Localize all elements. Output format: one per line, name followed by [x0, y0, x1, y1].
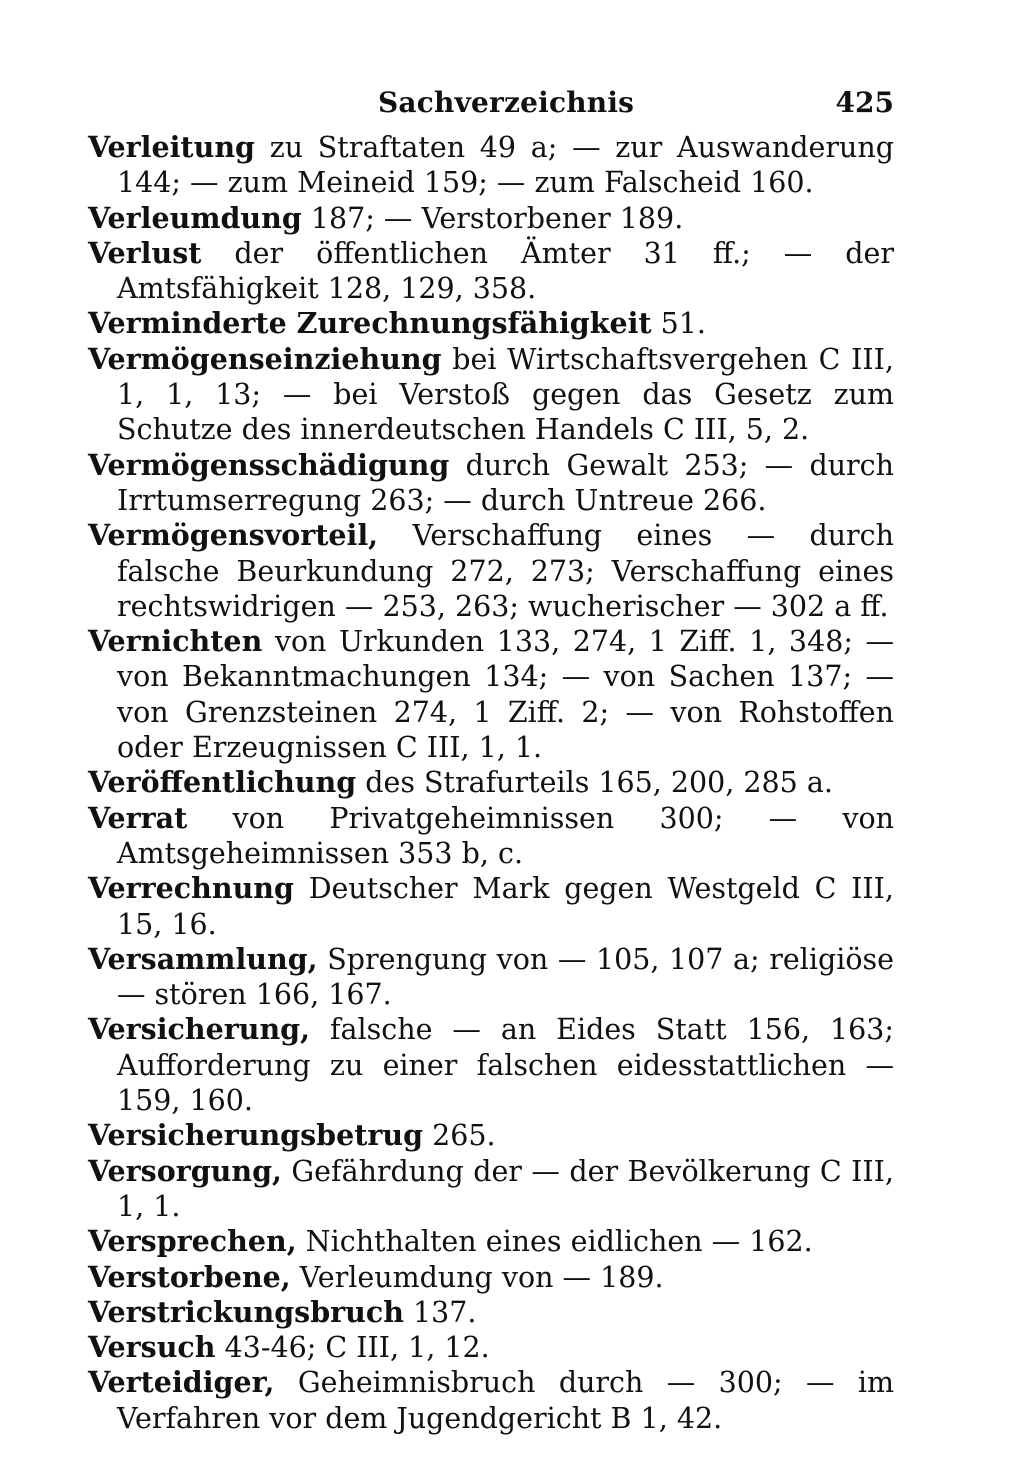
entry-references: der öffentlichen Ämter 31 ff.; — der Amtsfähigkeit 128, 129, 358. [117, 236, 894, 306]
entry-term: Versuch [88, 1330, 216, 1365]
index-entry [88, 306, 894, 341]
index-entry [88, 1260, 894, 1295]
entry-references: von Urkunden 133, 274, 1 Ziff. 1, 348; — von Bekanntmachungen 134; — von Sachen 137; — von Grenzsteinen 274, 1 Ziff. 2; — von Rohstoffen oder Erzeugnissen C III, 1, 1. [117, 625, 894, 765]
entry-references: 51. [651, 307, 706, 341]
entry-references: durch Gewalt 253; — durch Irrtumserregung 263; — durch Untreue 266. [117, 448, 894, 517]
index-entry-list [88, 130, 894, 1436]
entry-references: des Strafurteils 165, 200, 285 a. [356, 766, 833, 800]
entry-term: Verstrickungsbruch [88, 1294, 404, 1329]
index-entry [88, 448, 894, 519]
entry-term: Versprechen, [88, 1224, 297, 1259]
entry-references: falsche — an Eides Statt 156, 163; Aufforderung zu einer falschen eidesstattlichen — 159, 160. [117, 1013, 894, 1118]
index-entry [88, 942, 894, 1013]
entry-references: Gefährdung der — der Bevölkerung C III, 1, 1. [117, 1154, 894, 1223]
entry-references: 43-46; C III, 1, 12. [215, 1331, 490, 1365]
entry-term: Versorgung, [88, 1153, 282, 1188]
entry-term: Vermögensschädigung [88, 447, 450, 482]
index-entry [88, 236, 894, 307]
index-entry [88, 801, 894, 872]
entry-references: Verschaffung eines — durch falsche Beurkundung 272, 273; Verschaffung eines rechtswidrigen — 253, 263; wucherischer — 302 a ff. [117, 519, 894, 623]
entry-references: 265. [423, 1119, 496, 1153]
entry-references: zu Straftaten 49 a; — zur Auswanderung 144; — zum Meineid 159; — zum Falscheid 160. [117, 131, 894, 200]
index-entry [88, 765, 894, 800]
entry-term: Verleumdung [88, 200, 302, 235]
entry-term: Vermögensvorteil, [88, 518, 379, 553]
index-entry [88, 1224, 894, 1259]
index-entry [88, 130, 894, 201]
entry-references: Deutscher Mark gegen Westgeld C III, 15, 16. [117, 872, 894, 941]
entry-references: bei Wirtschaftsvergehen C III, 1, 1, 13; — bei Verstoß gegen das Gesetz zum Schutze des innerdeutschen Handels C III, 5, 2. [117, 342, 894, 447]
entry-term: Veröffentlichung [88, 765, 357, 800]
index-entry [88, 624, 894, 765]
entry-term: Verleitung [88, 130, 255, 164]
entry-term: Verrechnung [88, 871, 294, 906]
entry-term: Verstorbene, [88, 1259, 291, 1294]
index-entry [88, 1012, 894, 1118]
index-entry [88, 1365, 894, 1436]
page-header [88, 78, 894, 130]
entry-references: von Privatgeheimnissen 300; — von Amtsgeheimnissen 353 b, c. [117, 801, 894, 870]
entry-term: Versicherungsbetrug [88, 1118, 424, 1153]
index-entry [88, 1118, 894, 1153]
entry-references: Geheimnisbruch durch — 300; — im Verfahren vor dem Jugendgericht B 1, 42. [117, 1366, 894, 1435]
index-entry [88, 201, 894, 236]
index-entry [88, 871, 894, 942]
index-entry [88, 1295, 894, 1330]
entry-term: Versicherung, [88, 1012, 311, 1047]
entry-term: Verrat [88, 800, 188, 835]
entry-term: Versammlung, [88, 941, 318, 976]
entry-references: 187; — Verstorbener 189. [301, 201, 684, 235]
book-page [88, 78, 894, 1435]
index-entry [88, 342, 894, 448]
entry-term: Verlust [88, 235, 202, 270]
running-title: Sachverzeichnis [378, 86, 635, 119]
entry-references: Sprengung von — 105, 107 a; religiöse — stören 166, 167. [117, 942, 894, 1012]
entry-term: Vermögenseinziehung [88, 341, 442, 376]
entry-term: Verteidiger, [88, 1365, 275, 1400]
page-number: 425 [835, 86, 894, 119]
index-entry [88, 1154, 894, 1225]
entry-term: Verminderte Zurechnungsfähigkeit [88, 306, 652, 341]
entry-term: Vernichten [88, 624, 263, 659]
index-entry [88, 1330, 894, 1365]
entry-references: 137. [403, 1295, 477, 1329]
entry-references: Verleumdung von — 189. [290, 1260, 664, 1294]
index-entry [88, 518, 894, 624]
entry-references: Nichthalten eines eidlichen — 162. [296, 1225, 813, 1259]
